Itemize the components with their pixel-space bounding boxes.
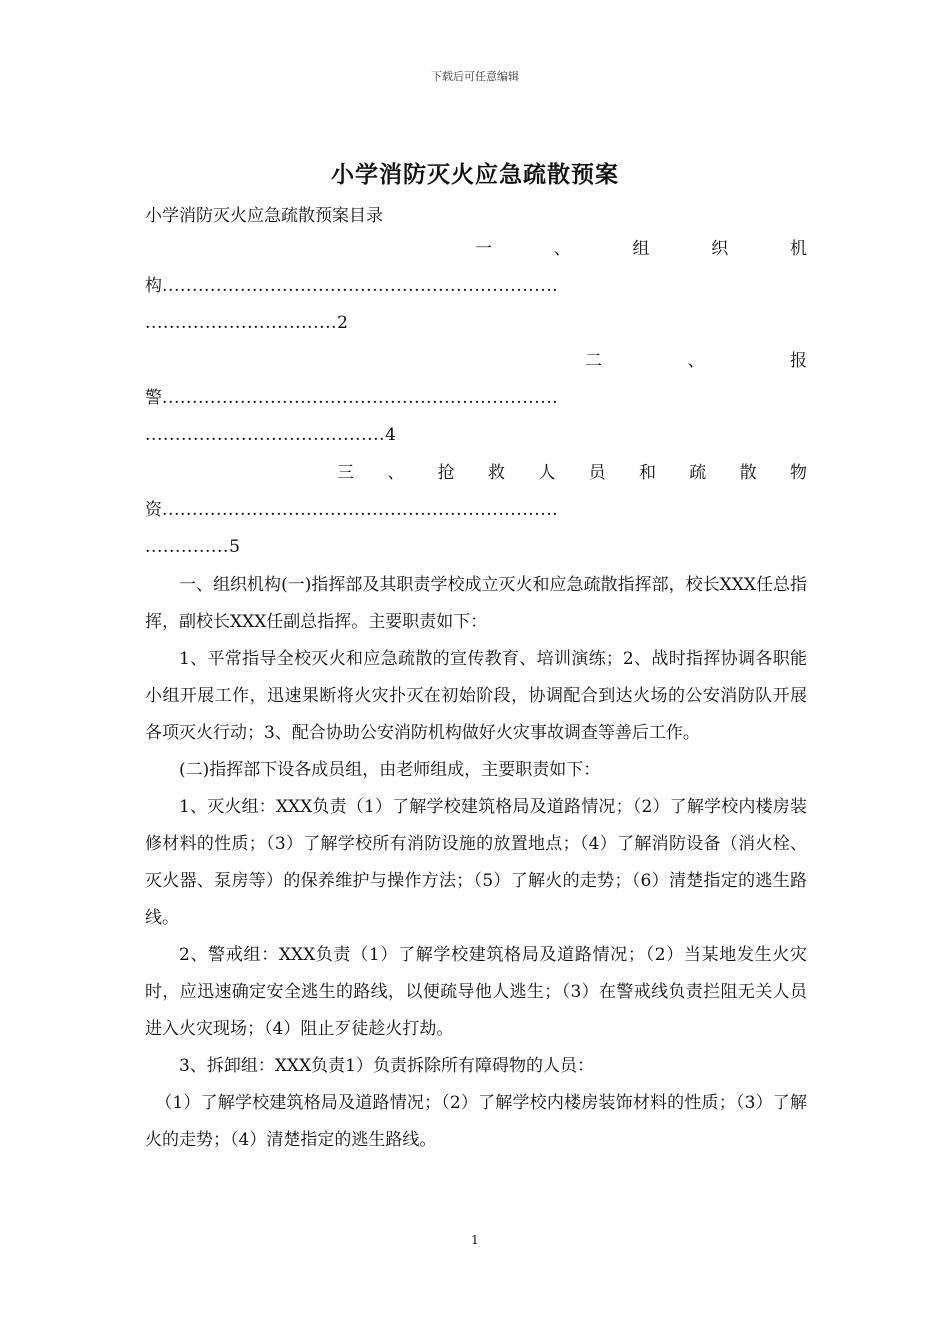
toc-entry-rescue xyxy=(145,455,807,566)
toc-heading-char: 物 xyxy=(789,463,807,483)
toc-page-number: 2 xyxy=(337,313,348,333)
paragraph-command-duties: 1、平常指导全校灭火和应急疏散的宣传教育、培训演练；2、战时指挥协调各职能小组开展工作，迅速果断将火灾扑灭在初始阶段，协调配合到达火场的公安消防队开展各项灭火行动；3、配合协助公安消防机构做好火灾事故调查等善后工作。 xyxy=(145,649,807,743)
toc-heading-char: 救 xyxy=(487,463,505,483)
toc-dots: .............. xyxy=(145,537,230,557)
toc-heading-end: 构 xyxy=(145,276,162,296)
paragraph-member-groups: (二)指挥部下设各成员组，由老师组成，主要职责如下： xyxy=(179,760,601,780)
toc-heading-char: 抢 xyxy=(437,463,455,483)
paragraph-removal-group: 3、拆卸组：XXX负责1）负责拆除所有障碍物的人员： xyxy=(179,1056,594,1076)
toc-leader-line xyxy=(145,268,807,305)
toc-dots: ........................................ xyxy=(145,425,386,445)
toc-caption: 小学消防灭火应急疏散预案目录 xyxy=(145,206,383,226)
toc-heading-char: 、 xyxy=(687,351,705,371)
toc-entry-alarm xyxy=(145,343,807,454)
toc-heading-char: 、 xyxy=(553,239,571,259)
toc-page-line xyxy=(145,305,807,342)
toc-leader-line xyxy=(145,492,807,529)
document-body xyxy=(145,567,807,1159)
paragraph-security-group: 2、警戒组：XXX负责（1）了解学校建筑格局及道路情况；（2）当某地发生火灾时，应迅速确定安全逃生的路线，以便疏导他人逃生；（3）在警戒线负责拦阻无关人员进入火灾现场；（4）阻止歹徒趁火打劫。 xyxy=(145,945,807,1039)
header-note: 下载后可任意编辑 xyxy=(431,70,519,83)
toc-heading-char: 一 xyxy=(475,239,492,259)
toc-page-line xyxy=(145,529,807,566)
toc-dots: .................................................................. xyxy=(162,500,559,520)
toc-dots: .................................................................. xyxy=(162,276,559,296)
toc-page-number: 4 xyxy=(385,425,396,445)
toc-leader-line xyxy=(145,380,807,417)
toc-heading-char: 疏 xyxy=(689,463,707,483)
toc-heading-char: 散 xyxy=(739,463,757,483)
toc-heading-char: 报 xyxy=(790,351,807,371)
toc-heading-char: 三 xyxy=(337,463,354,483)
toc-heading-line xyxy=(145,455,807,492)
document-title: 小学消防灭火应急疏散预案 xyxy=(331,161,619,188)
toc-entry-organization xyxy=(145,231,807,342)
toc-heading-char: 员 xyxy=(588,463,606,483)
toc-heading-char: 和 xyxy=(638,463,656,483)
toc-heading-char: 机 xyxy=(790,239,807,259)
toc-heading-line xyxy=(145,231,807,268)
toc-page-number: 5 xyxy=(229,537,240,557)
toc-heading-char: 二 xyxy=(585,351,602,371)
paragraph-removal-tasks: （1）了解学校建筑格局及道路情况；（2）了解学校内楼房装饰材料的性质；（3）了解火的走势；（4）清楚指定的逃生路线。 xyxy=(145,1093,807,1150)
toc-heading-line xyxy=(145,343,807,380)
toc-dots: ................................ xyxy=(145,313,338,333)
toc-heading-end: 资 xyxy=(145,500,162,520)
page-number: 1 xyxy=(471,1233,479,1247)
paragraph-firefighting-group: 1、灭火组：XXX负责（1）了解学校建筑格局及道路情况；（2）了解学校内楼房装修材料的性质；（3）了解学校所有消防设施的放置地点；（4）了解消防设备（消火栓、灭火器、泵房等）的保养维护与操作方法；（5）了解火的走势；（6）清楚指定的逃生路线。 xyxy=(145,797,807,928)
paragraph-organization: 一、组织机构(一)指挥部及其职责学校成立灭火和应急疏散指挥部，校长XXX任总指挥，副校长XXX任副总指挥。主要职责如下： xyxy=(145,575,807,632)
toc-heading-char: 、 xyxy=(387,463,405,483)
toc-dots: .................................................................. xyxy=(162,388,559,408)
toc-heading-char: 织 xyxy=(711,239,729,259)
toc-heading-char: 人 xyxy=(538,463,556,483)
toc-heading-char: 组 xyxy=(632,239,650,259)
toc-heading-end: 警 xyxy=(145,388,162,408)
toc-page-line xyxy=(145,417,807,454)
